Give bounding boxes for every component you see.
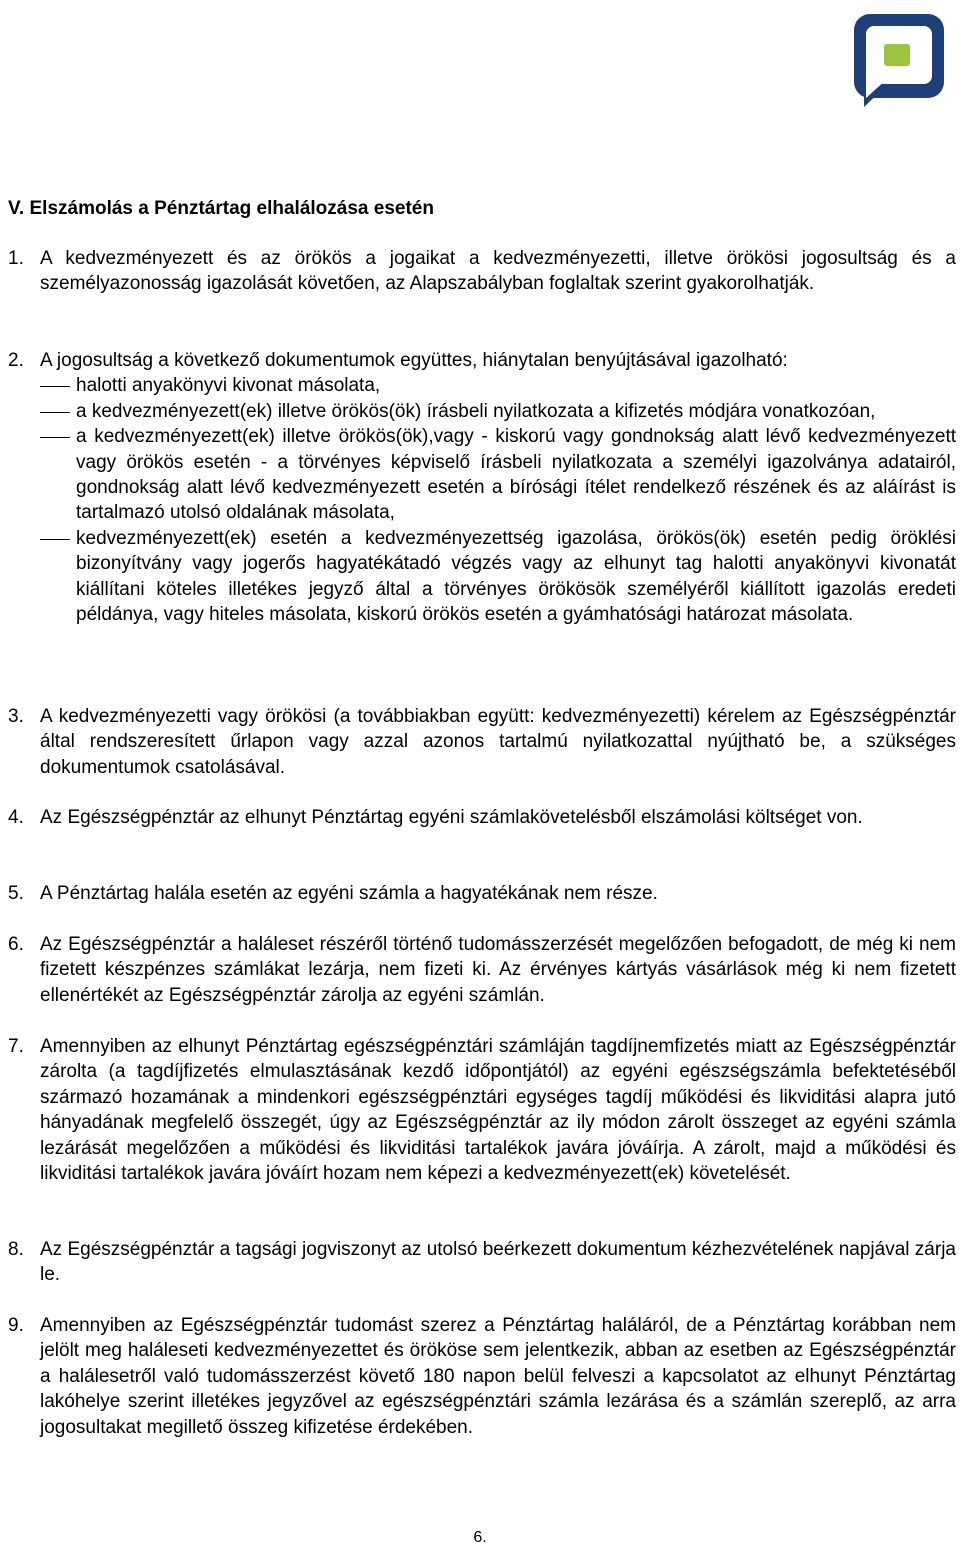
document-list — [40, 373, 956, 627]
item-text: Az Egészségpénztár az elhunyt Pénztártag egyéni számlakövetelésből elszámolási költséget von. — [40, 807, 863, 828]
list-item — [8, 1313, 956, 1440]
item-text: Az Egészségpénztár a tagsági jogviszonyt az utolsó beérkezett dokumentum kézhezvételének napjával zárja le. — [40, 1239, 956, 1286]
item-number: 3. — [8, 706, 24, 727]
item-number: 8. — [8, 1239, 24, 1260]
item-number: 2. — [8, 350, 24, 371]
list-item — [8, 348, 956, 627]
list-item: a kedvezményezett(ek) illetve örökös(ök) írásbeli nyilatkozata a kifizetés módjára vonatkozóan, — [40, 399, 956, 424]
dash-icon — [40, 437, 70, 438]
section-heading: V. Elszámolás a Pénztártag elhalálozása esetén — [8, 198, 434, 219]
item-number: 9. — [8, 1315, 24, 1336]
item-text: A Pénztártag halála esetén az egyéni számla a hagyatékának nem része. — [40, 883, 658, 904]
list-item: kedvezményezett(ek) esetén a kedvezményezettség igazolása, örökös(ök) esetén pedig öröklési bizonyítvány vagy jogerős hagyatékátadó végzés vagy az elhunyt tag halotti anyakönyvi kivonatát kiállítani köteles illetékes jegyző által a törvényes örökösök személyéről kiállított igazolás eredeti példánya, vagy hiteles másolata, kiskorú örökös esetén a gyámhatósági határozat másolata. — [40, 526, 956, 628]
company-logo-icon — [852, 12, 946, 107]
item-number: 5. — [8, 883, 24, 904]
list-item — [8, 805, 956, 830]
item-number: 4. — [8, 807, 24, 828]
list-item: a kedvezményezett(ek) illetve örökös(ök),vagy - kiskorú vagy gondnokság alatt lévő kedvezményezett vagy örökös esetén - a törvényes képviselő írásbeli nyilatkozata a személyi igazolványa adatairól, gondnokság alatt lévő kedvezményezett esetén a bírósági ítélet rendelkező részének és az aláírást is tartalmazó utolsó oldalának másolata, — [40, 424, 956, 526]
list-item: halotti anyakönyvi kivonat másolata, — [40, 373, 956, 398]
item-text: Az Egészségpénztár a haláleset részéről történő tudomásszerzését megelőzően befogadott, de még ki nem fizetett készpénzes számlákat lezárja, nem fizeti ki. Az érvényes kártyás vásárlások még ki nem fizetett ellenértékét az Egészségpénztár zárolja az egyéni számlán. — [40, 934, 956, 1006]
list-item — [8, 1237, 956, 1288]
dash-icon — [40, 539, 70, 540]
item-text: Amennyiben az Egészségpénztár tudomást szerez a Pénztártag haláláról, de a Pénztártag korábban nem jelölt meg haláleseti kedvezményezettet és örököse sem jelentkezik, abban az esetben az Egészségpénztár a halálesetről való tudomásszerzést követő 180 napon belül felveszi a kapcsolatot az elhunyt Pénztártag lakóhelye szerint illetékes jegyzővel az egészségpénztári számla lezárása és a számlán szereplő, az arra jogosultakat megillető összeg kifizetése érdekében. — [40, 1315, 956, 1438]
item-number: 7. — [8, 1036, 24, 1057]
list-item — [8, 1034, 956, 1186]
list-item — [8, 246, 956, 297]
list-item — [8, 881, 956, 906]
item-text: A kedvezményezett és az örökös a jogaikat a kedvezményezetti, illetve örökösi jogosultság és a személyazonosság igazolását követően, az Alapszabályban foglaltak szerint gyakorolhatják. — [40, 248, 956, 295]
list-item — [8, 932, 956, 1008]
item-text: Amennyiben az elhunyt Pénztártag egészségpénztári számláján tagdíjnemfizetés miatt az Egészségpénztár zárolta (a tagdíjfizetés elmulasztásának kezdő időpontjától) az egyéni egészségszámla befektetéséből származó hozamának a mindenkori egészségpénztári egységes tagdíj működési és likviditási alapra jutó hányadának megfelelő összegét, úgy az Egészségpénztár az ily módon zárolt összeget az egyéni számla lezárását megelőzően a működési és likviditási tartalékok javára jóváírja. A zárolt, majd a működési és likviditási tartalékok javára jóváírt hozam nem képezi a kedvezményezett(ek) követelését. — [40, 1036, 956, 1185]
page-number: 6. — [473, 1529, 487, 1546]
item-number: 6. — [8, 934, 24, 955]
item-text: A jogosultság a következő dokumentumok együttes, hiánytalan benyújtásával igazolható: — [40, 350, 788, 371]
dash-icon — [40, 386, 70, 387]
list-item — [8, 704, 956, 780]
item-number: 1. — [8, 248, 24, 269]
dash-icon — [40, 412, 70, 413]
item-text: A kedvezményezetti vagy örökösi (a továbbiakban együtt: kedvezményezetti) kérelem az Egészségpénztár által rendszeresített űrlapon vagy azzal azonos tartalmú nyilatkozattal nyújtható be, a szükséges dokumentumok csatolásával. — [40, 706, 956, 778]
